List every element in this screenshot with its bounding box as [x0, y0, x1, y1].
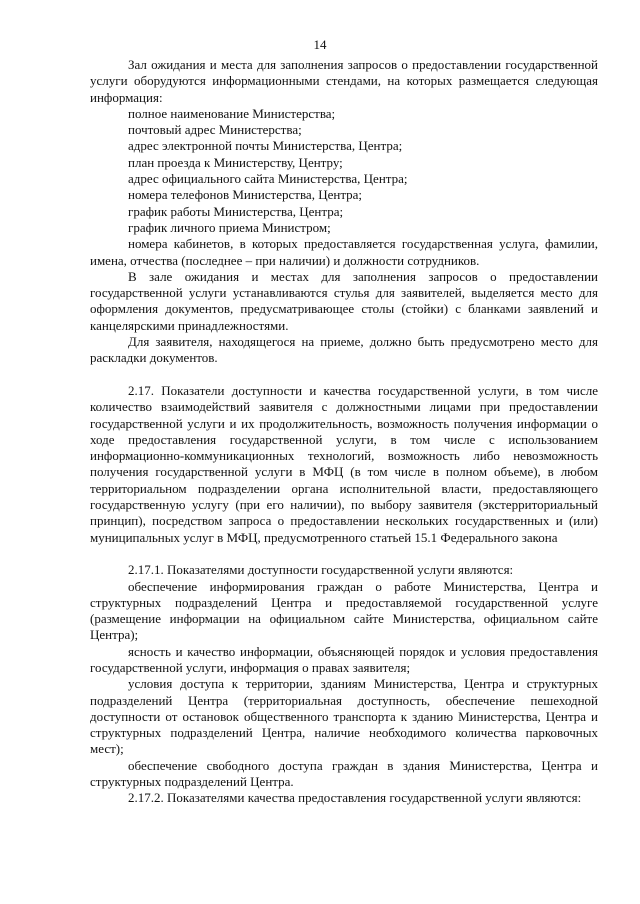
list-item: номера телефонов Министерства, Центра;: [128, 187, 363, 203]
accessibility-item-informing: обеспечение информирования граждан о работе Министерства, Центра и структурных подразделений Центра и предоставляемой государственной услуге (размещение информации на официальном сайте Министерства, официальном сайте Центра);: [90, 578, 598, 643]
section-2-17: 2.17. Показатели доступности и качества государственной услуги, в том числе количество взаимодействий заявителя с должностными лицами при предоставлении государственной услуги и их продолжительность, возможность получения информации о ходе предоставления государственной услуги, в том числе с использованием информационно-коммуникационных технологий, возможность либо невозможность получения государственной услуги в МФЦ (в том числе в полном объеме), в любом территориальном подразделении органа исполнительной власти, предоставляющего государственную услугу (при его наличии), по выбору заявителя (экстерриториальный принцип), посредством запроса о предоставлении нескольких государственных и (или) муниципальных услуг в МФЦ, предусмотренного статьей 15.1 Федерального закона: [90, 382, 598, 545]
paragraph-applicant-space: Для заявителя, находящегося на приеме, должно быть предусмотрено место для раскладки документов.: [90, 334, 598, 366]
list-item: полное наименование Министерства;: [128, 105, 336, 121]
list-item: график личного приема Министром;: [128, 219, 331, 235]
list-item: план проезда к Министерству, Центру;: [128, 154, 343, 170]
list-item: адрес официального сайта Министерства, Центра;: [128, 171, 408, 187]
info-list: [90, 106, 598, 236]
spacer: [90, 546, 598, 562]
document-body: [90, 57, 598, 807]
list-item: адрес электронной почты Министерства, Центра;: [128, 138, 403, 154]
accessibility-item-clarity: ясность и качество информации, объясняющей порядок и условия предоставления государственной услуги, информация о правах заявителя;: [90, 643, 598, 675]
paragraph-chairs: В зале ожидания и местах для заполнения запросов о предоставлении государственной услуги устанавливаются стулья для заявителей, выделяется место для оформления документов, предусматривающее столы (стойки) с бланками заявлений и канцелярскими принадлежностями.: [90, 268, 598, 333]
section-2-17-1-heading: 2.17.1. Показателями доступности государственной услуги являются:: [128, 562, 514, 578]
list-item: почтовый адрес Министерства;: [128, 122, 302, 138]
section-2-17-2-heading: 2.17.2. Показателями качества предоставления государственной услуги являются:: [128, 790, 582, 806]
accessibility-item-access-conditions: условия доступа к территории, зданиям Министерства, Центра и структурных подразделений Центра (территориальная доступность, обеспечение пешеходной доступности от остановок общественного транспорта к зданию Министерства, Центра и структурных подразделений Центра, наличие необходимого количества парковочных мест);: [90, 676, 598, 757]
accessibility-item-free-access: обеспечение свободного доступа граждан в здания Министерства, Центра и структурных подразделений Центра.: [90, 757, 598, 790]
spacer: [90, 367, 598, 383]
list-item: график работы Министерства, Центра;: [128, 203, 344, 219]
paragraph-info-stands: Зал ожидания и места для заполнения запросов о предоставлении государственной услуги оборудуются информационными стендами, на которых размещается следующая информация:: [90, 57, 598, 105]
page-number: 14: [313, 37, 327, 52]
paragraph-room-numbers: номера кабинетов, в которых предоставляется государственная услуга, фамилии, имена, отчества (последнее – при наличии) и должности сотрудников.: [90, 236, 598, 268]
